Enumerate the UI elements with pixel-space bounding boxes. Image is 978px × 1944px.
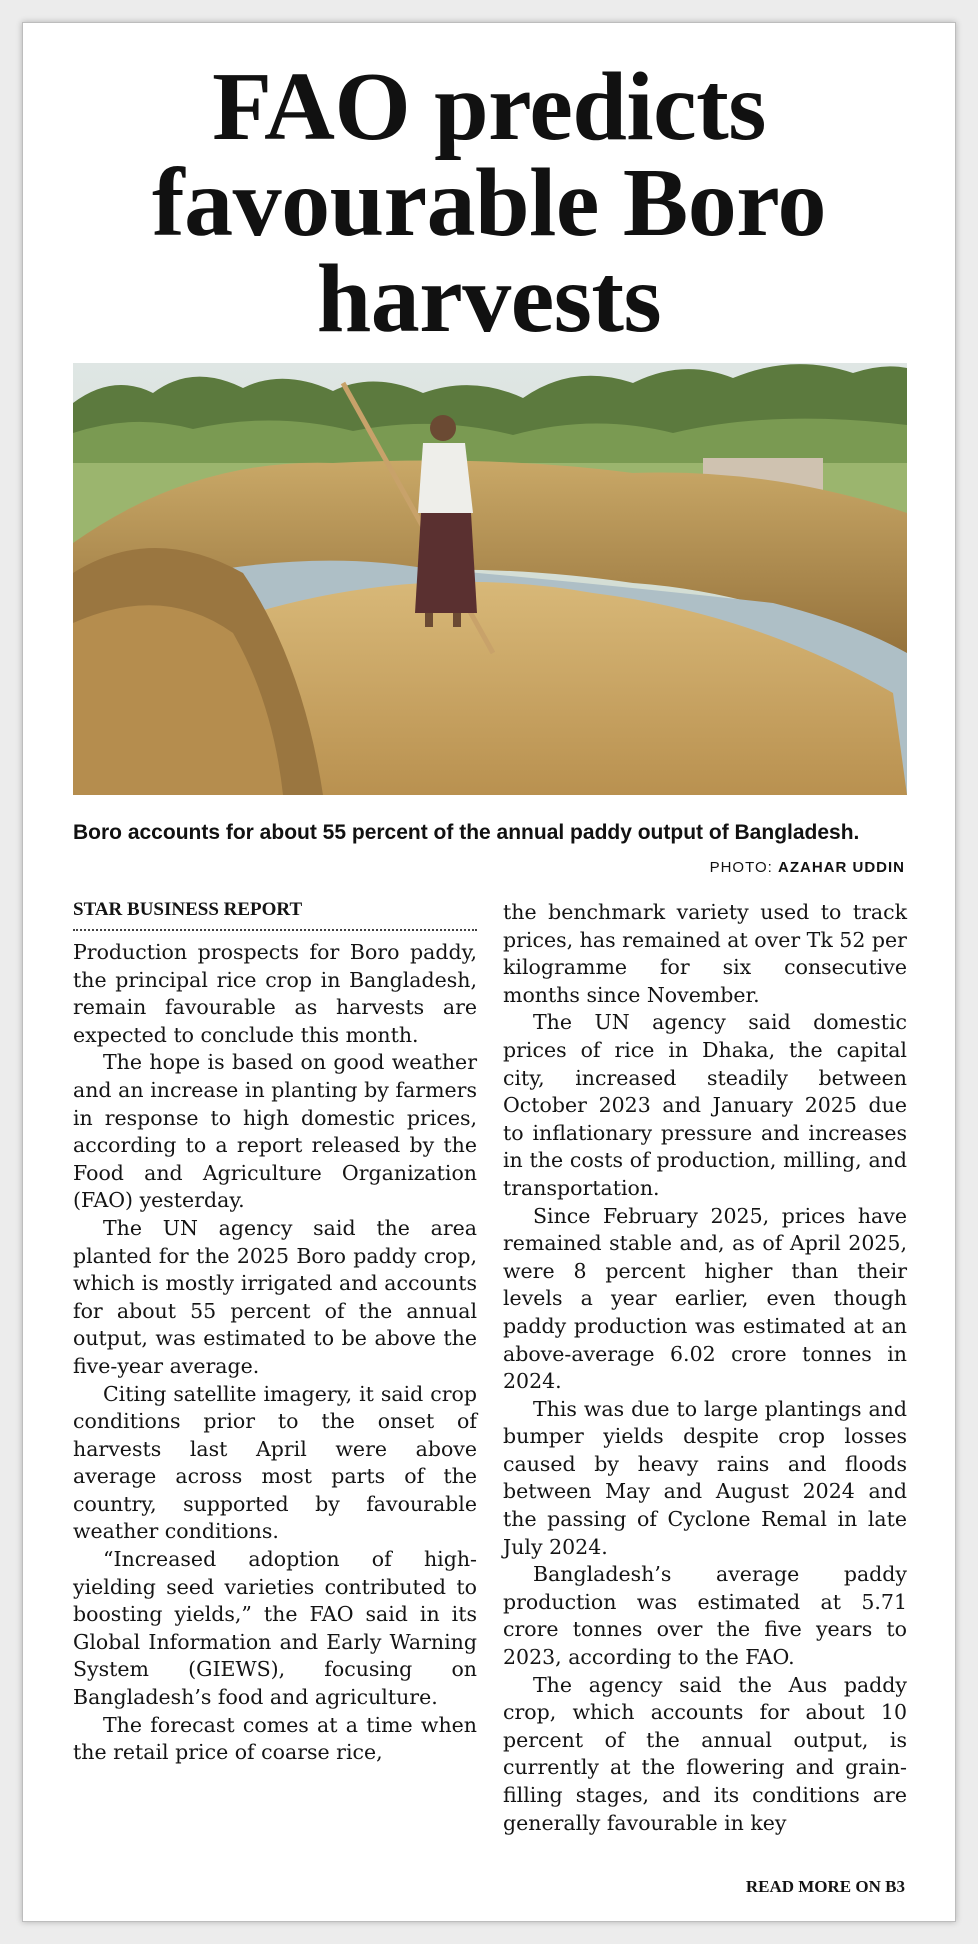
article-photo [73, 363, 907, 795]
paragraph: The agency said the Aus paddy crop, which accounts for about 10 percent of the annual output, is currently at the flowering and grain-filling stages, and its conditions are generally favourable in key [503, 1672, 907, 1835]
paragraph: Citing satellite imagery, it said crop conditions prior to the onset of harvests last April were above average across most parts of the country, supported by favourable weather conditions. [73, 1381, 477, 1544]
paragraph: Bangladesh’s average paddy production was estimated at 5.71 crore tonnes over the five years to 2023, according to the FAO. [503, 1562, 907, 1670]
read-more-link[interactable]: READ MORE ON B3 [745, 1877, 905, 1896]
headline [23, 53, 955, 353]
paragraph: The hope is based on good weather and an increase in planting by farmers in response to high domestic prices, according to a report released by the Food and Agriculture Organization (FAO) yesterday. [73, 1050, 477, 1213]
article-column-2 [503, 899, 907, 1837]
photo-caption: Boro accounts for about 55 percent of the annual paddy output of Bangladesh. [73, 821, 860, 844]
headline-line-2: favourable Boro [152, 149, 826, 257]
photo-credit-name: AZAHAR UDDIN [778, 859, 905, 876]
headline-line-1: FAO predicts [212, 53, 766, 161]
news-clipping [22, 22, 956, 1922]
photo-credit-label: PHOTO: [709, 859, 773, 876]
paragraph: the benchmark variety used to track prices, has remained at over Tk 52 per kilogramme for six consecutive months since November. [503, 900, 907, 1007]
paragraph: The forecast comes at a time when the retail price of coarse rice, [73, 1712, 477, 1765]
headline-line-3: harvests [316, 245, 662, 353]
paragraph: The UN agency said the area planted for the 2025 Boro paddy crop, which is mostly irrigated and accounts for about 55 percent of the annual output, was estimated to be above the five-year average. [73, 1215, 477, 1378]
paragraph: This was due to large plantings and bumper yields despite crop losses caused by heavy rains and floods between May and August 2024 and the passing of Cyclone Remal in late July 2024. [503, 1396, 907, 1559]
paragraph: Since February 2025, prices have remained stable and, as of April 2025, were 8 percent higher than their levels a year earlier, even though paddy production was estimated at an above-average 6.02 crore tonnes in 2024. [503, 1203, 907, 1394]
paragraph: Production prospects for Boro paddy, the principal rice crop in Bangladesh, remain favourable as harvests are expected to conclude this month. [73, 940, 477, 1047]
article-column-1 [73, 939, 477, 1767]
paragraph: “Increased adoption of high-yielding seed varieties contributed to boosting yields,” the FAO said in its Global Information and Early Warning System (GIEWS), focusing on Bangladesh’s food and agriculture. [73, 1547, 477, 1710]
farmer-threshing-paddy-image [73, 363, 907, 795]
byline: STAR BUSINESS REPORT [73, 899, 477, 931]
photo-credit [710, 859, 905, 876]
paragraph: The UN agency said domestic prices of rice in Dhaka, the capital city, increased steadily between October 2023 and January 2025 due to inflationary pressure and increases in the costs of production, milling, and transportation. [503, 1010, 907, 1200]
